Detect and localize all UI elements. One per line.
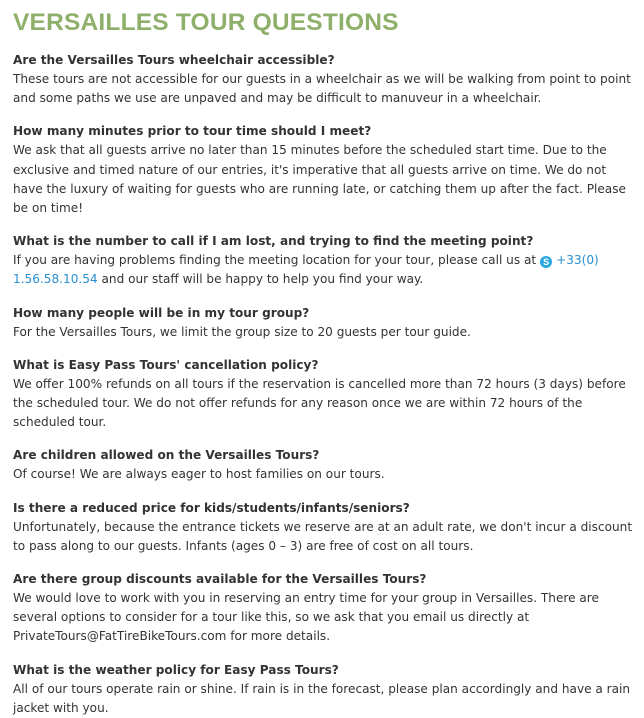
faq-item-children [13, 446, 638, 484]
faq-question: How many people will be in my tour group? [13, 305, 310, 320]
faq-item-arrival-time [13, 122, 638, 218]
faq-question: Are the Versailles Tours wheelchair accessible? [13, 53, 335, 67]
faq-question: Is there a reduced price for kids/students/infants/seniors? [13, 500, 410, 515]
faq-answer: We would love to work with you in reserving an entry time for your group in Versailles. There are several options to consider for a tour like this, so we ask that you email us directly at PrivateTours@FatTireBikeTours.com for more details. [13, 591, 599, 644]
faq-answer-text: and our staff will be happy to help you find your way. [101, 272, 424, 287]
faq-answer: We offer 100% refunds on all tours if the reservation is cancelled more than 72 hours (3 days) before the scheduled tour. We do not offer refunds for any reason once we are within 72 hours of the scheduled tour. [13, 376, 626, 430]
page-title: VERSAILLES TOUR QUESTIONS [13, 9, 399, 36]
faq-answer-text: If you are having problems finding the meeting location for your tour, please call us at [13, 253, 537, 268]
faq-item-cancellation [13, 356, 638, 433]
faq-question: What is the weather policy for Easy Pass Tours? [13, 662, 339, 677]
faq-question: What is the number to call if I am lost, and trying to find the meeting point? [13, 234, 534, 249]
faq-answer: All of our tours operate rain or shine. If rain is in the forecast, please plan accordingly and have a rain jacket with you. [13, 681, 631, 715]
faq-answer: For the Versailles Tours, we limit the group size to 20 guests per tour guide. [13, 324, 471, 339]
faq-question: What is Easy Pass Tours' cancellation policy? [13, 357, 319, 372]
faq-item-reduced-price [13, 499, 638, 556]
faq-question: How many minutes prior to tour time should I meet? [13, 124, 372, 139]
faq-item-group-size [13, 304, 638, 342]
skype-icon[interactable]: S [540, 256, 552, 268]
faq-item-weather [13, 661, 638, 718]
faq-answer: Unfortunately, because the entrance tickets we reserve are at an adult rate, we don't incur a discount to pass along to our guests. Infants (ages 0 – 3) are free of cost on all tours. [13, 519, 633, 553]
faq-item-lost-phone [13, 232, 638, 289]
faq-answer: Of course! We are always eager to host families on our tours. [13, 467, 385, 482]
faq-answer: These tours are not accessible for our guests in a wheelchair as we will be walking from point to point and some paths we use are unpaved and may be difficult to manuveur in a wheelchair. [13, 72, 631, 106]
faq-question: Are children allowed on the Versailles Tours? [13, 448, 320, 463]
faq-item-group-discounts [13, 570, 638, 647]
phone-link[interactable]: +33(0) 1.56.58.10.54 [13, 253, 599, 287]
faq-answer: We ask that all guests arrive no later than 15 minutes before the scheduled start time. Due to the exclusive and timed nature of our entries, it's imperative that all guests arrive on time. We do not have the luxury of waiting for guests who are running late, or catching them up after the fact. Please be on time! [13, 143, 626, 216]
faq-answer [13, 251, 638, 289]
faq-item-wheelchair [13, 51, 638, 108]
faq-question: Are there group discounts available for the Versailles Tours? [13, 572, 427, 587]
